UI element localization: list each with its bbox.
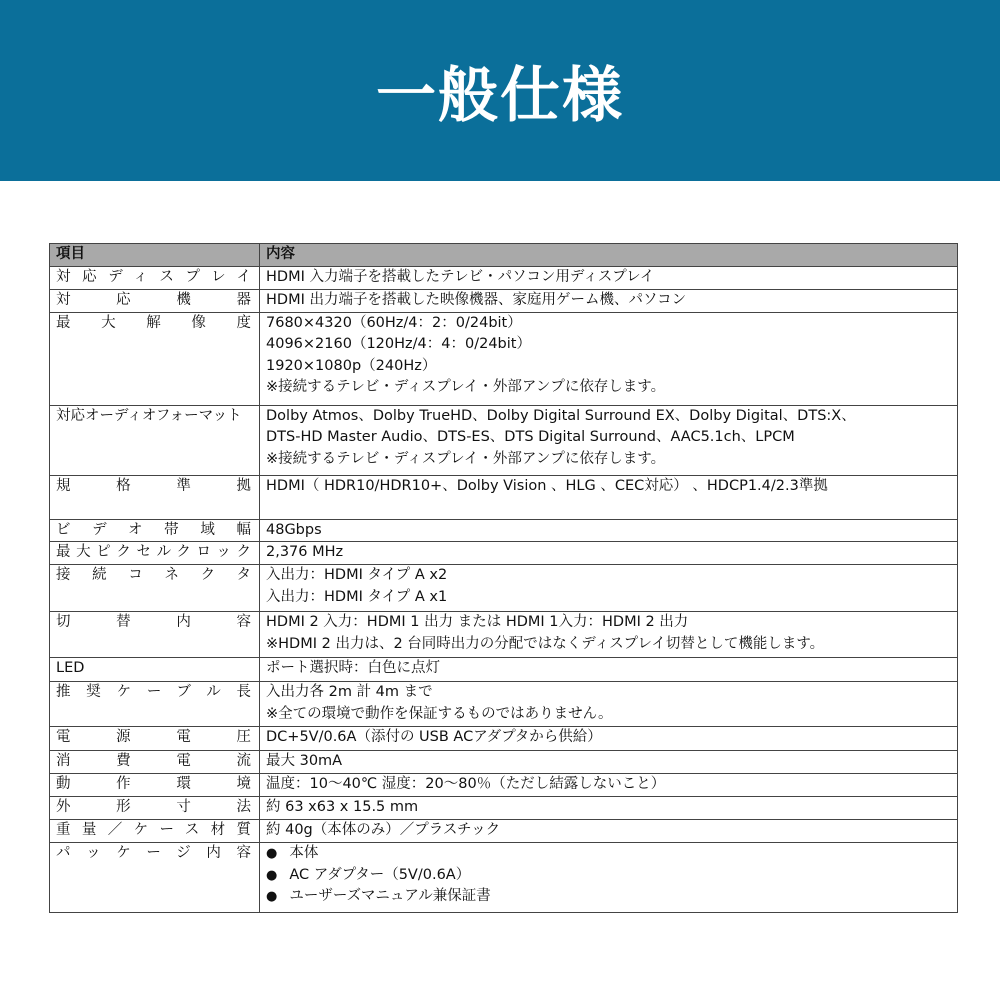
row-label: 外形寸法: [50, 797, 260, 820]
table-row: [50, 751, 958, 774]
row-text: ※全ての環境で動作を保証するものではありません。: [266, 705, 613, 722]
header-content: 内容: [260, 244, 958, 267]
table-row: [50, 312, 958, 405]
table-row: [50, 405, 958, 475]
row-text: 入出力：HDMI タイプ A x1: [266, 588, 448, 605]
header-item: 項目: [50, 244, 260, 267]
row-text: HDMI（ HDR10/HDR10+、Dolby Vision 、HLG 、CEC対応） 、HDCP1.4/2.3準拠: [266, 477, 828, 494]
row-text: 7680×4320（60Hz/4：2：0/24bit）: [266, 314, 522, 331]
package-list: [266, 843, 957, 908]
row-text: DC+5V/0.6A（添付の USB ACアダプタから供給）: [266, 729, 602, 745]
table-row-package: [50, 843, 958, 913]
spec-table: [49, 243, 958, 913]
table-row: [50, 565, 958, 612]
row-text: ※接続するテレビ・ディスプレイ・外部アンプに依存します。: [266, 450, 666, 467]
row-text: 1920×1080p（240Hz）: [266, 357, 437, 374]
row-text: ※HDMI 2 出力は、2 台同時出力の分配ではなくディスプレイ切替として機能します。: [266, 635, 825, 652]
row-label: 重量／ケース材質: [50, 820, 260, 843]
row-text: 48Gbps: [266, 521, 322, 538]
row-label: 電源電圧: [50, 727, 260, 751]
table-row: [50, 519, 958, 542]
row-text: Dolby Atmos、Dolby TrueHD、Dolby Digital Surround EX、Dolby Digital、DTS:X、: [266, 407, 856, 424]
table-header-row: [50, 244, 958, 267]
table-row: [50, 774, 958, 797]
row-label: 規格準拠: [50, 475, 260, 519]
row-text: HDMI 出力端子を搭載した映像機器、家庭用ゲーム機、パソコン: [266, 291, 687, 308]
row-text: 最大 30mA: [266, 753, 343, 769]
list-item: ● ユーザーズマニュアル兼保証書: [266, 886, 957, 908]
row-label: 消費電流: [50, 751, 260, 774]
page-title: 一般仕様: [376, 60, 624, 131]
row-text: 2,376 MHz: [266, 544, 344, 560]
table-row: [50, 727, 958, 751]
row-label: LED: [50, 658, 260, 682]
row-label: 動作環境: [50, 774, 260, 797]
table-row: [50, 820, 958, 843]
row-label: 切替内容: [50, 612, 260, 658]
list-item: ● AC アダプター（5V/0.6A）: [266, 865, 957, 887]
row-label: ビデオ帯域幅: [50, 519, 260, 542]
row-text: HDMI 入力端子を搭載したテレビ・パソコン用ディスプレイ: [266, 268, 655, 285]
row-text: ポート選択時：白色に点灯: [266, 660, 440, 676]
row-text: 入出力：HDMI タイプ A x2: [266, 567, 448, 583]
row-label: 対応ディスプレイ: [50, 266, 260, 289]
row-label: 最大ピクセルクロック: [50, 542, 260, 565]
table-row: [50, 797, 958, 820]
row-text: HDMI 2 入力：HDMI 1 出力 または HDMI 1入力：HDMI 2 出力: [266, 614, 689, 630]
row-label: 推奨ケーブル長: [50, 682, 260, 727]
table-row: [50, 289, 958, 312]
table-row: [50, 682, 958, 727]
table-row: [50, 266, 958, 289]
row-text: 温度：10～40℃ 湿度：20～80％（ただし結露しないこと）: [266, 776, 666, 792]
row-text: 入出力各 2m 計 4m まで: [266, 684, 433, 700]
row-label: 対応オーディオフォーマット: [50, 405, 260, 475]
row-text: ※接続するテレビ・ディスプレイ・外部アンプに依存します。: [266, 379, 666, 395]
row-label: パッケージ内容: [50, 843, 260, 913]
list-item: ● 本体: [266, 843, 957, 865]
row-label: 対応機器: [50, 289, 260, 312]
table-row: [50, 542, 958, 565]
row-label: 最大解像度: [50, 312, 260, 405]
row-text: DTS-HD Master Audio、DTS-ES、DTS Digital Surround、AAC5.1ch、LPCM: [266, 429, 795, 445]
table-row: [50, 475, 958, 519]
row-text: 約 40g（本体のみ）／プラスチック: [266, 822, 501, 838]
table-row: [50, 612, 958, 658]
row-label: 接続コネクタ: [50, 565, 260, 612]
row-text: 約 63 x63 x 15.5 mm: [266, 799, 419, 815]
table-row: [50, 658, 958, 682]
title-banner: [0, 0, 1000, 181]
row-text: 4096×2160（120Hz/4：4：0/24bit）: [266, 336, 531, 352]
